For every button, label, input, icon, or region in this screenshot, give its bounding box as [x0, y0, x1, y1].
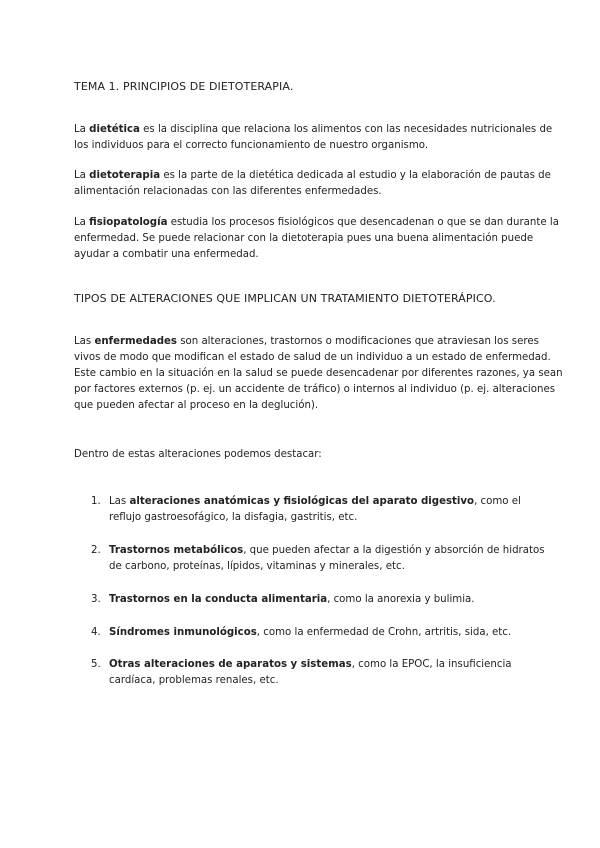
disease-paragraph — [74, 334, 566, 414]
list-number: 1. — [91, 496, 101, 507]
list-item — [91, 494, 551, 526]
list-item-text — [91, 657, 551, 689]
list-term: Trastornos en la conducta alimentaria — [109, 594, 328, 605]
list-intro: Dentro de estas alteraciones podemos destacar: — [74, 449, 322, 460]
list-item — [91, 543, 551, 575]
definition-term: fisiopatología — [89, 217, 168, 228]
text: Las — [74, 336, 95, 347]
text: , que pueden afectar a la digestión y absorción de hidratos de carbono, proteínas, lípidos, vitaminas y minerales, etc. — [109, 545, 545, 572]
list-item — [91, 657, 551, 689]
text: es la disciplina que relaciona los alimentos con las necesidades nutricionales de los individuos para el correcto funcionamiento de nuestro organismo. — [74, 124, 553, 151]
page-title: TEMA 1. PRINCIPIOS DE DIETOTERAPIA. — [74, 80, 294, 93]
list-item-text — [91, 494, 551, 526]
list-term: Otras alteraciones de aparatos y sistemas — [109, 659, 352, 670]
definition-paragraph — [74, 215, 566, 263]
list-number: 4. — [91, 627, 101, 638]
text: estudia los procesos fisiológicos que desencadenan o que se dan durante la enfermedad. Se puede relacionar con la dietoterapia pues una buena alimentación puede ayudar a combatir una enfermedad. — [74, 217, 559, 260]
text: La — [74, 170, 90, 181]
list-term: alteraciones anatómicas y fisiológicas del aparato digestivo — [129, 496, 475, 507]
text: , como el reflujo gastroesofágico, la disfagia, gastritis, etc. — [109, 496, 521, 523]
list-item-text — [91, 625, 551, 641]
definition-term: enfermedades — [94, 336, 177, 347]
text: , como la anorexia y bulimia. — [327, 594, 475, 605]
list-item-text — [91, 592, 551, 608]
definition-term: dietética — [89, 124, 140, 135]
definition-paragraph — [74, 168, 566, 200]
text: son alteraciones, trastornos o modificaciones que atraviesan los seres vivos de modo que modifican el estado de salud de un individuo a un estado de enfermedad. Este cambio en la situación en la salud se puede desencadenar por diferentes razones, ya sean por factores externos (p. ej. un accidente de tráfico) o internos al individuo (p. ej. alteraciones que pueden afectar al proceso en la deglución). — [74, 336, 563, 411]
text: La — [74, 124, 90, 135]
definition-term: dietoterapia — [89, 170, 161, 181]
list-term: Trastornos metabólicos — [109, 545, 244, 556]
list-number: 2. — [91, 545, 101, 556]
list-item-text — [91, 543, 551, 575]
list-item — [91, 625, 551, 641]
list-term: Síndromes inmunológicos — [109, 627, 257, 638]
definition-paragraph — [74, 122, 566, 154]
text: es la parte de la dietética dedicada al estudio y la elaboración de pautas de alimentación relacionadas con las diferentes enfermedades. — [74, 170, 551, 197]
list-number: 3. — [91, 594, 101, 605]
text: , como la EPOC, la insuficiencia cardíaca, problemas renales, etc. — [109, 659, 512, 686]
text: La — [74, 217, 90, 228]
list-item — [91, 592, 551, 608]
section-title: TIPOS DE ALTERACIONES QUE IMPLICAN UN TRATAMIENTO DIETOTERÁPICO. — [74, 292, 496, 305]
text: , como la enfermedad de Crohn, artritis, sida, etc. — [256, 627, 512, 638]
list-number: 5. — [91, 659, 101, 670]
text: Las — [109, 496, 130, 507]
